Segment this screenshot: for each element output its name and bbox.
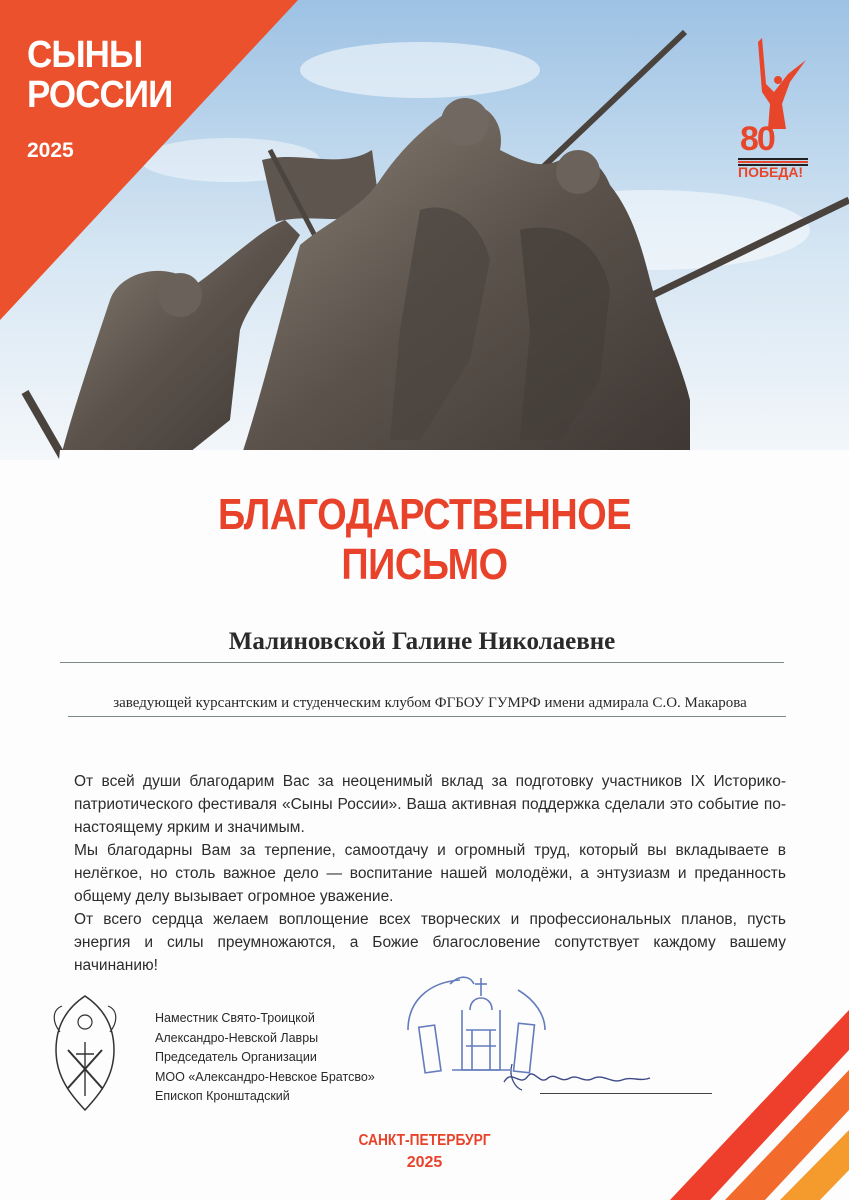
body-paragraph-3: От всего сердца желаем воплощение всех творческих и профессиональных планов, пусть энергия и силы преумножаются, а Божие благословение сопутствует каждому вашему начинанию! [74,911,786,974]
document-title [0,490,849,590]
victory-text: ПОБЕДА! [738,164,804,180]
signer-block [155,1009,375,1107]
title-line-2: ПИСЬМО [341,540,508,589]
brotherhood-emblem-icon [48,992,122,1114]
signer-line-2: Александро-Невской Лавры [155,1030,319,1045]
city-name: САНКТ-ПЕТЕРБУРГ [358,1132,491,1149]
brand-year: 2025 [27,139,74,162]
brand-line-1: СЫНЫ [27,34,143,76]
signer-line-3: Председатель Организации [155,1050,317,1064]
footer-year: 2025 [406,1154,443,1171]
body-paragraph-1: От всей души благодарим Вас за неоценимый вклад за подготовку участников IX Историко-патриотического фестиваля «Сыны России». Ваша активная поддержка сделали это событие по-настоящему ярким и значимым. [74,773,786,836]
signer-line-1: Наместник Свято-Троицкой [155,1011,315,1025]
recipient-position: заведующей курсантским и студенческим клубом ФГБОУ ГУМРФ имени адмирала С.О. Макарова [113,695,747,711]
signer-line-4: МОО «Александро-Невское Братсво» [155,1069,375,1084]
letter-body [74,770,786,977]
motherland-statue-icon [728,34,818,134]
festival-brand [27,35,185,163]
brand-line-2: РОССИИ [27,74,173,116]
city-footer [0,1130,849,1174]
title-line-1: БЛАГОДАРСТВЕННОЕ [217,490,632,539]
recipient-underline [60,662,784,663]
victory-number: 80 [740,120,774,158]
body-paragraph-2: Мы благодарны Вам за терпение, самоотдачу и огромный труд, который вы вкладываете в нелёгкое, но столь важное дело — воспитание нашей молодёжи, а энтузиазм и преданность общему делу вызывает огромное уважение. [74,842,786,905]
position-underline [68,716,786,717]
signer-line-5: Епископ Кронштадский [155,1089,290,1103]
recipient-name: Малиновской Галине Николаевне [228,628,616,655]
victory-80-logo [728,34,818,184]
